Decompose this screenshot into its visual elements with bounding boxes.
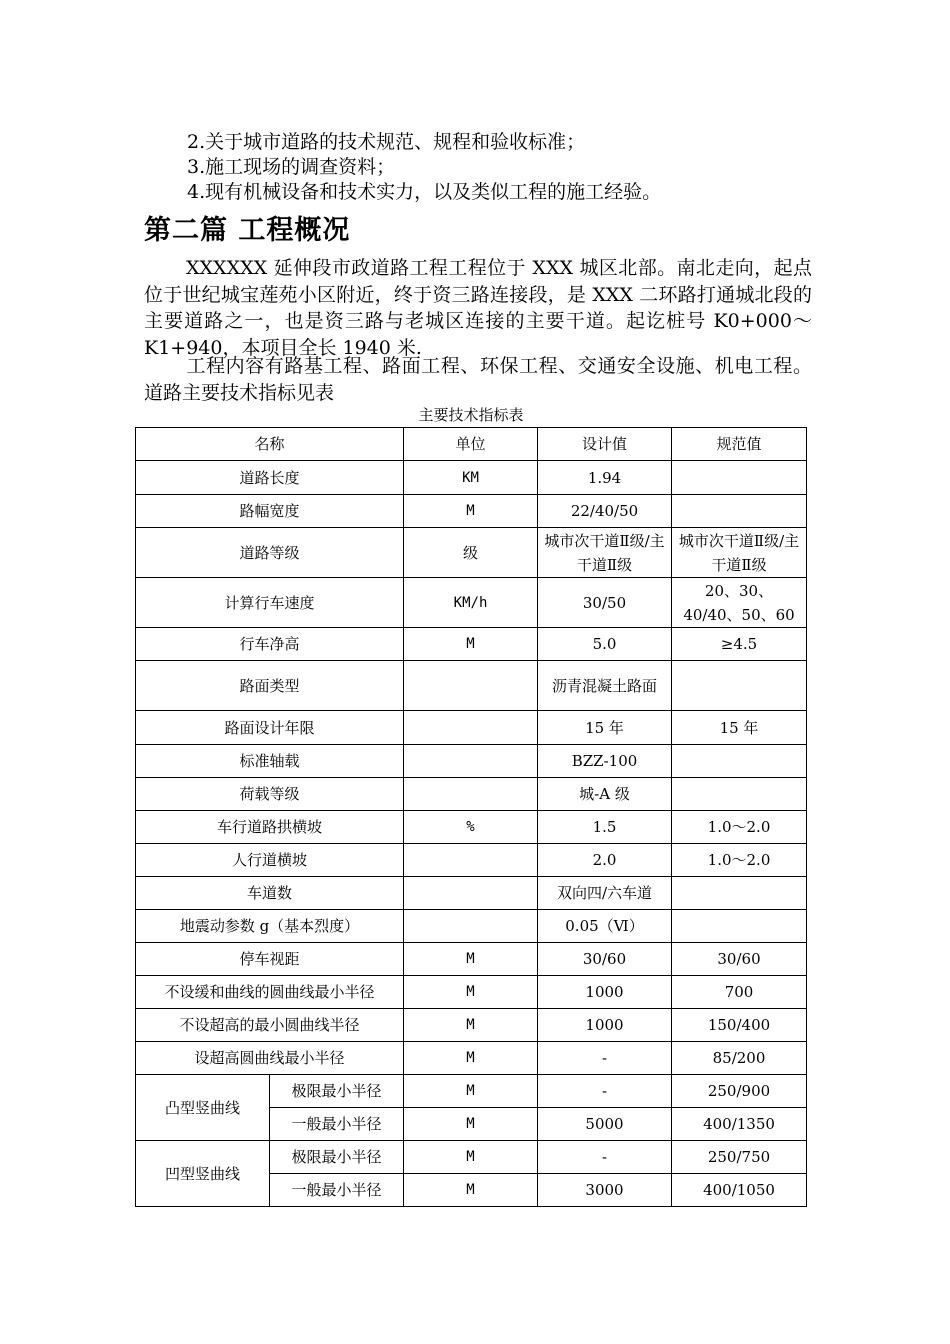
sub-row-name: 极限最小半径 [270,1075,404,1108]
row-standard-value: 85/200 [672,1042,807,1075]
row-standard-value: 400/1050 [672,1174,807,1207]
row-unit [404,661,538,711]
row-design-value: 5000 [538,1108,672,1141]
sub-row-name: 一般最小半径 [270,1174,404,1207]
row-design-value: 30/50 [538,578,672,628]
row-standard-value [672,910,807,943]
table-row [136,495,807,528]
table-row [136,661,807,711]
table-row [136,528,807,578]
table-row [136,711,807,745]
header-standard-value: 规范值 [672,428,807,461]
row-unit: M [404,976,538,1009]
group-name: 凹型竖曲线 [136,1141,270,1207]
sub-row-name: 极限最小半径 [270,1141,404,1174]
row-design-value: - [538,1042,672,1075]
row-standard-value [672,877,807,910]
row-design-value: 1.94 [538,461,672,495]
row-design-value: 5.0 [538,628,672,661]
row-name: 设超高圆曲线最小半径 [136,1042,404,1075]
table-header-row [136,428,807,461]
basis-item-2: 2.关于城市道路的技术规范、规程和验收标准； [187,131,586,153]
basis-item-3: 3.施工现场的调查资料； [187,156,396,178]
table-row [136,1009,807,1042]
row-standard-value: 250/900 [672,1075,807,1108]
row-name: 停车视距 [136,943,404,976]
row-name: 荷载等级 [136,778,404,811]
row-design-value: 1000 [538,1009,672,1042]
row-standard-value: 400/1350 [672,1108,807,1141]
table-row [136,943,807,976]
row-standard-value: 15 年 [672,711,807,745]
row-standard-value: 20、30、40/40、50、60 [672,578,807,628]
row-design-value: 1.5 [538,811,672,844]
row-unit: M [404,628,538,661]
technical-indicators-table [135,427,807,1207]
row-unit [404,877,538,910]
header-design-value: 设计值 [538,428,672,461]
row-unit: M [404,1009,538,1042]
row-standard-value: 城市次干道Ⅱ级/主干道Ⅱ级 [672,528,807,578]
row-name: 道路等级 [136,528,404,578]
row-unit: 级 [404,528,538,578]
row-unit [404,745,538,778]
row-unit: KM/h [404,578,538,628]
table-row [136,1075,807,1108]
row-name: 行车净高 [136,628,404,661]
row-unit [404,910,538,943]
row-standard-value: 30/60 [672,943,807,976]
row-name: 路面类型 [136,661,404,711]
row-unit: M [404,1141,538,1174]
row-name: 人行道横坡 [136,844,404,877]
scope-paragraph [144,353,812,406]
row-unit: M [404,1042,538,1075]
basis-item-4: 4.现有机械设备和技术实力，以及类似工程的施工经验。 [187,181,662,203]
row-standard-value [672,661,807,711]
table-row [136,628,807,661]
row-unit: M [404,1108,538,1141]
row-standard-value [672,778,807,811]
row-name: 路面设计年限 [136,711,404,745]
row-design-value: 1000 [538,976,672,1009]
row-unit: M [404,943,538,976]
row-unit [404,778,538,811]
row-unit: M [404,495,538,528]
table-row [136,1141,807,1174]
row-design-value: 22/40/50 [538,495,672,528]
row-unit: % [404,811,538,844]
section-heading: 第二篇 工程概况 [144,215,351,246]
overview-paragraph [144,255,812,361]
row-standard-value: 1.0～2.0 [672,844,807,877]
table-body [136,428,807,1207]
table-row [136,778,807,811]
row-standard-value [672,461,807,495]
row-name: 路幅宽度 [136,495,404,528]
row-name: 道路长度 [136,461,404,495]
table-row [136,976,807,1009]
row-unit: M [404,1075,538,1108]
sub-row-name: 一般最小半径 [270,1108,404,1141]
row-design-value: 城市次干道Ⅱ级/主干道Ⅱ级 [538,528,672,578]
row-standard-value [672,745,807,778]
row-name: 车道数 [136,877,404,910]
header-unit: 单位 [404,428,538,461]
table-caption: 主要技术指标表 [418,406,524,424]
overview-text: XXXXXX 延伸段市政道路工程工程位于 XXX 城区北部。南北走向，起点位于世纪城宝莲苑小区附近，终于资三路连接段，是 XXX 二环路打通城北段的主要道路之一，也是资三路与老城区连接的主要干道。起讫桩号 K0+000～K1+940，本项目全长 1940 米. [144,257,812,359]
row-design-value: 沥青混凝土路面 [538,661,672,711]
row-standard-value: 250/750 [672,1141,807,1174]
row-name: 车行道路拱横坡 [136,811,404,844]
row-standard-value: 150/400 [672,1009,807,1042]
row-name: 标准轴载 [136,745,404,778]
table-row [136,461,807,495]
table-row [136,811,807,844]
row-standard-value: 700 [672,976,807,1009]
row-standard-value: 1.0～2.0 [672,811,807,844]
row-design-value: 0.05（Ⅵ） [538,910,672,943]
row-standard-value: ≥4.5 [672,628,807,661]
row-name: 计算行车速度 [136,578,404,628]
row-design-value: 3000 [538,1174,672,1207]
row-design-value: 城-A 级 [538,778,672,811]
row-design-value: BZZ-100 [538,745,672,778]
table-row [136,578,807,628]
row-standard-value [672,495,807,528]
row-unit: KM [404,461,538,495]
table-row [136,745,807,778]
row-name: 地震动参数 g（基本烈度） [136,910,404,943]
row-unit: M [404,1174,538,1207]
row-design-value: - [538,1141,672,1174]
header-name: 名称 [136,428,404,461]
table-row [136,1042,807,1075]
row-design-value: 双向四/六车道 [538,877,672,910]
table-row [136,910,807,943]
row-name: 不设超高的最小圆曲线半径 [136,1009,404,1042]
table-row [136,877,807,910]
table-row [136,844,807,877]
row-unit [404,711,538,745]
row-unit [404,844,538,877]
scope-text: 工程内容有路基工程、路面工程、环保工程、交通安全设施、机电工程。 道路主要技术指标见表 [144,355,812,404]
row-design-value: 15 年 [538,711,672,745]
row-design-value: 30/60 [538,943,672,976]
row-design-value: 2.0 [538,844,672,877]
row-design-value: - [538,1075,672,1108]
row-name: 不设缓和曲线的圆曲线最小半径 [136,976,404,1009]
group-name: 凸型竖曲线 [136,1075,270,1141]
